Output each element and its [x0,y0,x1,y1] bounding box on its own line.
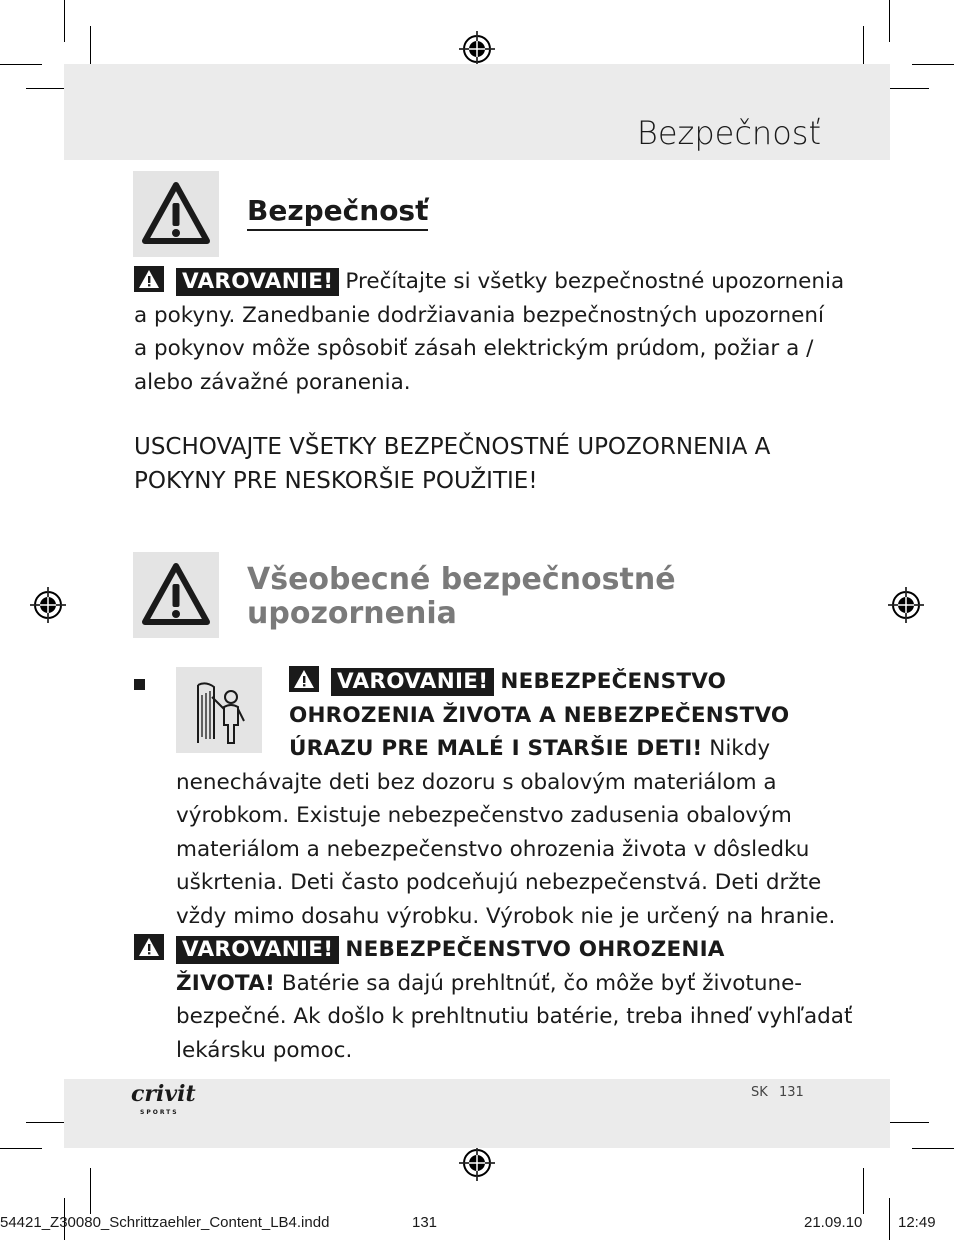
hazard-title: OHROZENIA ŽIVOTA A NEBEZPEČENSTVO [289,702,790,728]
hazard-title: NEBEZPEČENSTVO [500,669,727,694]
hazard-title: ÚRAZU PRE MALÉ I STARŠIE DETI! [289,736,703,761]
paragraph-line: nenechávajte deti bez dozoru s obalovým materiálom a [176,769,777,795]
notice-line: POKYNY PRE NESKORŠIE POUŽITIE! [134,467,538,494]
footer-page-number: 131 [779,1085,804,1100]
crop-mark [64,0,65,42]
section-heading-text: Bezpečnosť [247,194,428,231]
warning-small-icon [289,666,319,692]
child-hazard-warning [176,665,856,933]
hazard-title: ŽIVOTA! [176,970,275,996]
paragraph-line: lekársku pomoc. [176,1037,353,1063]
crop-mark [90,1168,91,1214]
registration-mark-icon [888,587,924,623]
paragraph-line: uškrtenia. Deti často podceňujú nebezpečenstvá. Deti držte [176,870,822,895]
paragraph-line: a pokyny. Zanedbanie dodržiavania bezpečnostných upozornení [134,302,824,328]
paragraph-line: výrobkom. Existuje nebezpečenstvo zadusenia obalovým [176,803,792,828]
warning-label: VAROVANIE! [176,268,339,296]
warning-icon-box [133,171,219,257]
keep-instructions-notice [134,431,854,498]
warning-line [176,665,856,699]
slug-date: 21.09.10 [804,1214,863,1231]
registration-mark-icon [30,587,66,623]
paragraph-line: materiálom a nebezpečenstvo ohrozenia života v dôsledku [176,836,810,862]
bullet-square [134,679,145,690]
footer-language: SK [751,1085,768,1100]
warning-line [176,699,856,733]
brand-logo: crivit [131,1081,196,1107]
paragraph-line: vždy mimo dosahu výrobku. Výrobok nie je určený na hranie. [176,903,836,929]
warning-triangle-icon [133,171,219,257]
notice-line: USCHOVAJTE VŠETKY BEZPEČNOSTNÉ UPOZORNENIA A [134,434,771,460]
warning-paragraph [134,265,845,399]
crop-mark [889,1198,890,1240]
registration-mark-icon [459,1145,495,1181]
warning-label: VAROVANIE! [331,668,494,696]
crop-mark [889,0,890,42]
paragraph-line: a pokynov môže spôsobiť zásah elektrickým prúdom, požiar a / [134,336,814,361]
crop-mark [863,1168,864,1214]
warning-line [134,967,854,1001]
paragraph-text: Nikdy [709,736,771,761]
section-heading-line: Všeobecné bezpečnostné [247,562,676,597]
slug-time: 12:49 [898,1214,936,1231]
paragraph-text: Batérie sa dajú prehltnúť, čo môže byť životune- [281,970,803,996]
section-heading [247,563,676,631]
warning-small-icon [134,266,164,292]
warning-line [176,732,856,766]
running-title: Bezpečnosť [636,114,821,152]
battery-hazard-warning [134,933,854,1067]
crop-mark [912,64,954,65]
warning-label: VAROVANIE! [176,936,339,964]
warning-triangle-icon [133,552,219,638]
warning-line [134,265,845,299]
warning-text: Prečítajte si všetky bezpečnostné upozornenia [345,269,845,294]
crop-mark [0,1148,42,1149]
paragraph-line: alebo závažné poranenia. [134,369,411,395]
crop-mark [912,1148,954,1149]
warning-line [134,933,854,967]
registration-mark-icon [459,31,495,67]
section-heading-line: upozornenia [247,596,457,631]
warning-small-icon [134,934,164,960]
crop-mark [0,64,42,65]
slug-file-page: 131 [412,1214,438,1231]
paragraph-line: bezpečné. Ak došlo k prehltnutiu batérie, treba ihneď vyhľadať [176,1004,853,1029]
section-heading [247,194,428,227]
brand-logo-sub: SPORTS [140,1109,179,1116]
warning-icon-box [133,552,219,638]
slug-filename: 54421_Z30080_Schrittzaehler_Content_LB4.indd [0,1214,330,1231]
hazard-title: NEBEZPEČENSTVO OHROZENIA [345,937,725,962]
